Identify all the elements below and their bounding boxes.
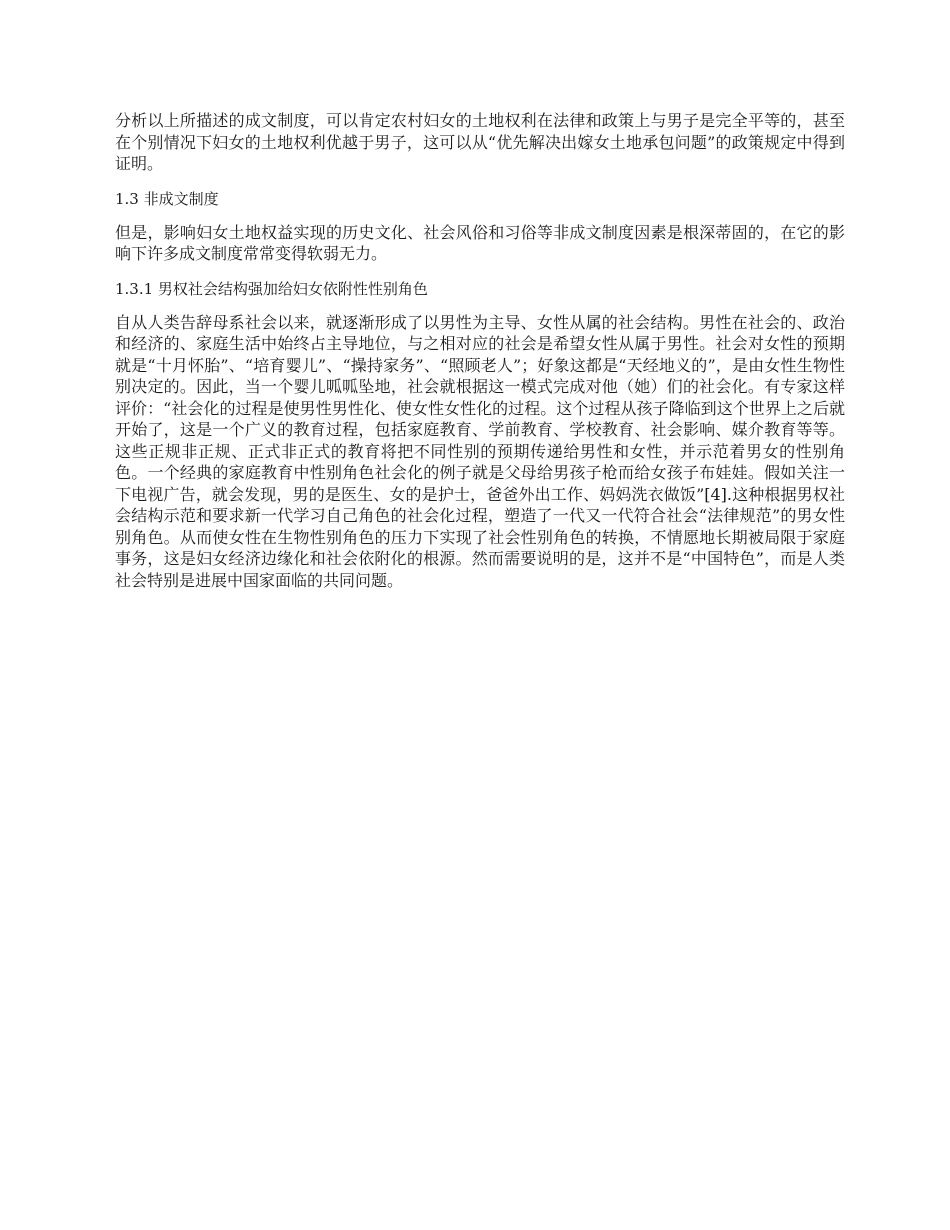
section-heading-1-3-1: 1.3.1 男权社会结构强加给妇女依附性性别角色 <box>115 279 428 298</box>
paragraph-patriarchal-structure: 自从人类告辞母系社会以来，就逐渐形成了以男性为主导、女性从属的社会结构。男性在社会的、政治和经济的、家庭生活中始终占主导地位，与之相对应的社会是希望女性从属于男性。社会对女性的预期就是“十月怀胎”、“培育婴儿”、“操持家务”、“照顾老人”；好象这都是“天经地义的”，是由女性生物性别决定的。因此，当一个婴儿呱呱坠地，社会就根据这一模式完成对他（她）们的社会化。有专家这样评价：“社会化的过程是使男性男性化、使女性女性化的过程。这个过程从孩子降临到这个世界上之后就开始了，这是一个广义的教育过程，包括家庭教育、学前教育、学校教育、社会影响、媒介教育等等。这些正规非正规、正式非正式的教育将把不同性别的预期传递给男性和女性，并示范着男女的性别角色。一个经典的家庭教育中性别角色社会化的例子就是父母给男孩子枪而给女孩子布娃娃。假如关注一下电视广告，就会发现，男的是医生、女的是护士，爸爸外出工作、妈妈洗衣做饭”[4].这种根据男权社会结构示范和要求新一代学习自己角色的社会化过程，塑造了一代又一代符合社会“法律规范”的男女性别角色。从而使女性在生物性别角色的压力下实现了社会性别角色的转换，不情愿地长期被局限于家庭事务，这是妇女经济边缘化和社会依附化的根源。然而需要说明的是，这并不是“中国特色”，而是人类社会特别是进展中国家面临的共同问题。 <box>115 312 845 590</box>
document-page <box>115 110 845 605</box>
paragraph-written-system-analysis: 分析以上所描述的成文制度，可以肯定农村妇女的土地权利在法律和政策上与男子是完全平等的，甚至在个别情况下妇女的土地权利优越于男子，这可以从“优先解决出嫁女土地承包问题”的政策规定中得到证明。 <box>115 111 845 173</box>
section-heading-1-3: 1.3 非成文制度 <box>115 189 219 208</box>
paragraph-unwritten-system-intro: 但是，影响妇女土地权益实现的历史文化、社会风俗和习俗等非成文制度因素是根深蒂固的，在它的影响下许多成文制度常常变得软弱无力。 <box>115 222 845 263</box>
